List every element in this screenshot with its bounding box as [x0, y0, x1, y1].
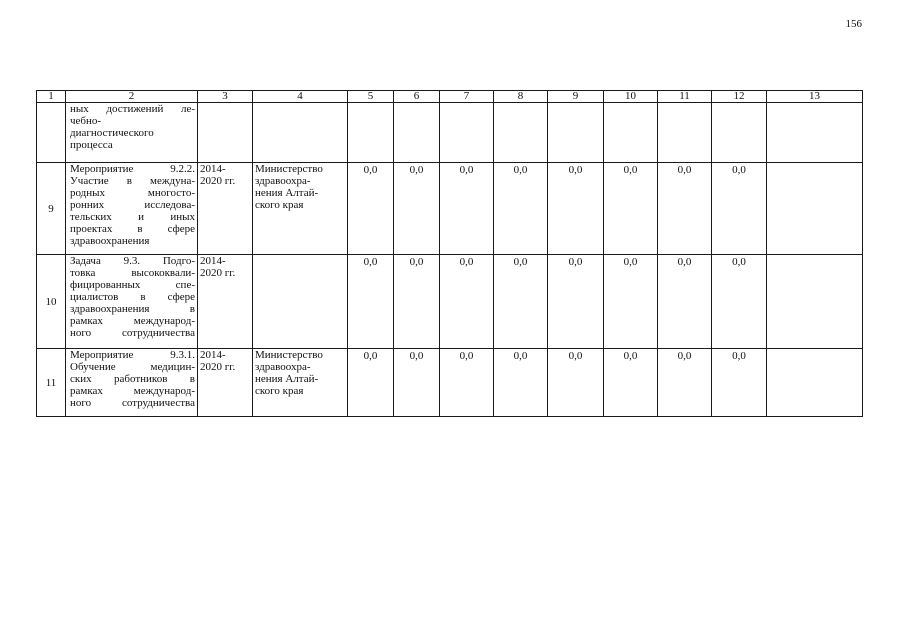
table-body — [37, 91, 863, 417]
cell-line: Министерство — [255, 163, 323, 175]
cell-line: ронних исследова- — [70, 199, 195, 211]
row-executor — [253, 255, 348, 349]
cell-line: фицированных спе- — [70, 279, 195, 291]
cell-line: циалистов в сфере — [70, 291, 195, 303]
header-cell-11: 11 — [658, 91, 712, 103]
cell-line: ского края — [255, 385, 304, 397]
row-value — [658, 103, 712, 163]
row-note — [767, 103, 863, 163]
header-cell-4: 4 — [253, 91, 348, 103]
cell-line: 2020 гг. — [200, 267, 236, 279]
cell-line: 2014- — [200, 349, 226, 361]
cell-line: Мероприятие 9.3.1. — [70, 349, 195, 361]
row-years — [198, 349, 253, 417]
header-cell-8: 8 — [494, 91, 548, 103]
row-value — [440, 103, 494, 163]
cell-line: 2014- — [200, 255, 226, 267]
cell-line: ских работников в — [70, 373, 195, 385]
row-executor — [253, 103, 348, 163]
row-number: 9 — [37, 163, 66, 255]
row-years — [198, 163, 253, 255]
header-cell-3: 3 — [198, 91, 253, 103]
header-cell-13: 13 — [767, 91, 863, 103]
row-value: 0,0 — [658, 349, 712, 417]
cell-line: 2020 гг. — [200, 361, 236, 373]
cell-line: чебно- — [70, 115, 102, 127]
cell-line: Задача 9.3. Подго- — [70, 255, 195, 267]
cell-line: Участие в междуна- — [70, 175, 195, 187]
row-number — [37, 103, 66, 163]
row-value: 0,0 — [712, 349, 767, 417]
table-header-row — [37, 91, 863, 103]
row-value: 0,0 — [658, 163, 712, 255]
header-cell-5: 5 — [348, 91, 394, 103]
table-row — [37, 103, 863, 163]
header-cell-2: 2 — [66, 91, 198, 103]
budget-table — [36, 90, 863, 417]
row-value: 0,0 — [604, 163, 658, 255]
row-value — [494, 103, 548, 163]
cell-line: проектах в сфере — [70, 223, 195, 235]
row-value: 0,0 — [604, 349, 658, 417]
row-value: 0,0 — [548, 349, 604, 417]
header-cell-10: 10 — [604, 91, 658, 103]
cell-line: ского края — [255, 199, 304, 211]
row-name — [66, 255, 198, 349]
cell-line: здравоохранения — [70, 235, 150, 247]
row-value: 0,0 — [440, 349, 494, 417]
row-value: 0,0 — [440, 163, 494, 255]
header-cell-1: 1 — [37, 91, 66, 103]
row-years — [198, 255, 253, 349]
header-cell-6: 6 — [394, 91, 440, 103]
cell-line: ных достижений ле- — [70, 103, 195, 115]
row-value — [712, 103, 767, 163]
header-cell-7: 7 — [440, 91, 494, 103]
row-note — [767, 255, 863, 349]
cell-line: Мероприятие 9.2.2. — [70, 163, 195, 175]
cell-line: Обучение медицин- — [70, 361, 195, 373]
row-value: 0,0 — [394, 349, 440, 417]
cell-line: здравоохра- — [255, 361, 311, 373]
cell-line: процесса — [70, 139, 113, 151]
cell-line: 2014- — [200, 163, 226, 175]
row-value — [394, 103, 440, 163]
row-value — [348, 103, 394, 163]
row-value — [604, 103, 658, 163]
row-value: 0,0 — [494, 163, 548, 255]
cell-line: диагностического — [70, 127, 154, 139]
cell-line: товка высококвали- — [70, 267, 195, 279]
cell-line: здравоохранения в — [70, 303, 195, 315]
row-value: 0,0 — [548, 163, 604, 255]
cell-line: рамках международ- — [70, 385, 195, 397]
row-name — [66, 163, 198, 255]
row-value: 0,0 — [604, 255, 658, 349]
row-note — [767, 163, 863, 255]
row-value: 0,0 — [394, 163, 440, 255]
cell-line: ного сотрудничества — [70, 397, 195, 409]
row-value: 0,0 — [658, 255, 712, 349]
row-value: 0,0 — [348, 349, 394, 417]
header-cell-9: 9 — [548, 91, 604, 103]
table-row — [37, 163, 863, 255]
row-value: 0,0 — [394, 255, 440, 349]
row-value: 0,0 — [348, 163, 394, 255]
row-executor — [253, 349, 348, 417]
row-value: 0,0 — [548, 255, 604, 349]
cell-line: здравоохра- — [255, 175, 311, 187]
cell-line: нения Алтай- — [255, 373, 319, 385]
row-name — [66, 103, 198, 163]
page-number: 156 — [845, 18, 862, 30]
row-value: 0,0 — [440, 255, 494, 349]
row-value: 0,0 — [712, 255, 767, 349]
row-value: 0,0 — [494, 349, 548, 417]
cell-line: ного сотрудничества — [70, 327, 195, 339]
row-note — [767, 349, 863, 417]
cell-line: тельских и иных — [70, 211, 195, 223]
cell-line: нения Алтай- — [255, 187, 319, 199]
cell-line: 2020 гг. — [200, 175, 236, 187]
cell-line: Министерство — [255, 349, 323, 361]
header-cell-12: 12 — [712, 91, 767, 103]
row-value: 0,0 — [712, 163, 767, 255]
row-number: 10 — [37, 255, 66, 349]
row-number: 11 — [37, 349, 66, 417]
table-row — [37, 255, 863, 349]
row-value — [548, 103, 604, 163]
row-executor — [253, 163, 348, 255]
row-name — [66, 349, 198, 417]
cell-line: родных многосто- — [70, 187, 195, 199]
row-value: 0,0 — [348, 255, 394, 349]
row-years — [198, 103, 253, 163]
row-value: 0,0 — [494, 255, 548, 349]
cell-line: рамках международ- — [70, 315, 195, 327]
table-row — [37, 349, 863, 417]
